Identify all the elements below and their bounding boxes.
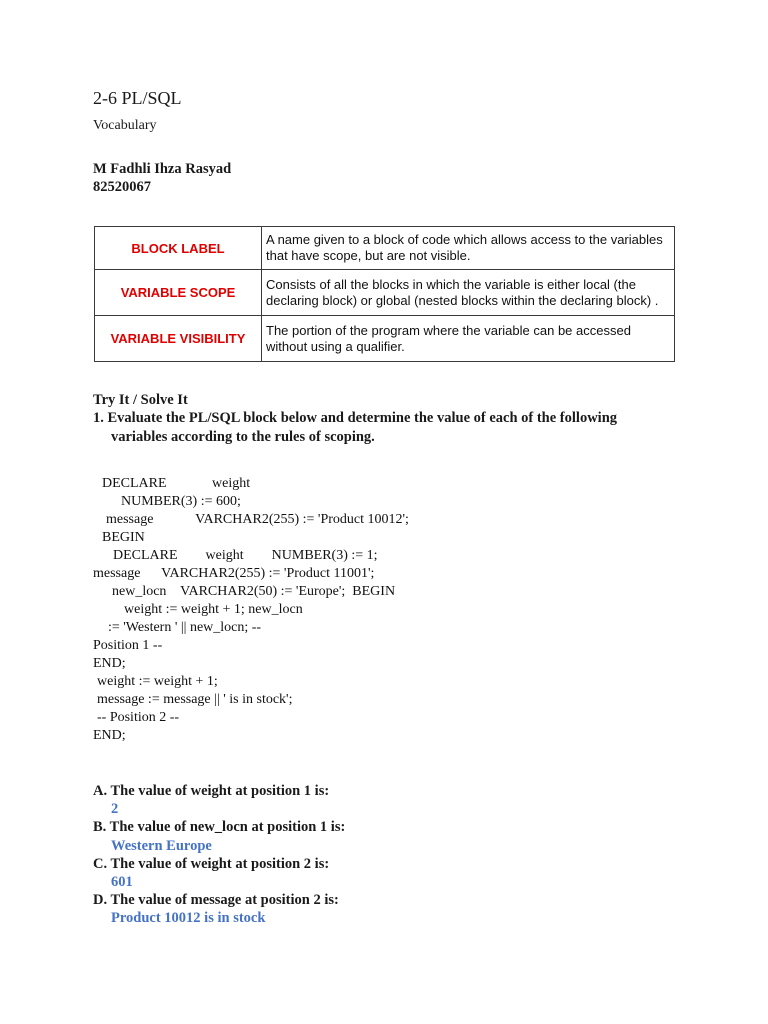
code-line: BEGIN: [102, 530, 145, 545]
code-line: message VARCHAR2(255) := 'Product 11001';: [93, 566, 375, 581]
code-line: new_locn VARCHAR2(50) := 'Europe'; BEGIN: [112, 584, 396, 599]
code-line: Position 1 --: [93, 638, 163, 653]
code-line: DECLARE weight: [102, 476, 251, 491]
code-line: END;: [93, 728, 126, 743]
answer-b: Western Europe: [111, 838, 212, 854]
term-cell: VARIABLE SCOPE: [95, 270, 262, 316]
code-line: weight := weight + 1;: [97, 674, 218, 689]
term-cell: VARIABLE VISIBILITY: [95, 316, 262, 362]
code-line: -- Position 2 --: [97, 710, 180, 725]
code-line: message VARCHAR2(255) := 'Product 10012';: [106, 512, 409, 527]
code-line: DECLARE weight NUMBER(3) := 1;: [113, 548, 378, 563]
code-line: message := message || ' is in stock';: [97, 692, 293, 707]
vocabulary-table: [94, 226, 675, 362]
code-line: END;: [93, 656, 126, 671]
answer-a: 2: [111, 801, 119, 817]
table-row: [95, 270, 675, 316]
question-line-1: 1. Evaluate the PL/SQL block below and determine the value of each of the following: [93, 410, 618, 426]
section-subtitle: Vocabulary: [93, 118, 157, 133]
question-c: C. The value of weight at position 2 is:: [93, 856, 330, 872]
definition-cell: The portion of the program where the variable can be accessed without using a qualifier.: [262, 316, 675, 362]
definition-cell: Consists of all the blocks in which the variable is either local (the declaring block) or global (nested blocks within the declaring block) .: [262, 270, 675, 316]
code-line: := 'Western ' || new_locn; --: [108, 620, 262, 635]
question-a: A. The value of weight at position 1 is:: [93, 783, 330, 799]
table-row: [95, 227, 675, 270]
definition-cell: A name given to a block of code which allows access to the variables that have scope, but are not visible.: [262, 227, 675, 270]
answer-c: 601: [111, 874, 133, 890]
table-row: [95, 316, 675, 362]
question-d: D. The value of message at position 2 is:: [93, 892, 339, 908]
student-id: 82520067: [93, 179, 151, 195]
question-b: B. The value of new_locn at position 1 is:: [93, 819, 346, 835]
answer-d: Product 10012 is in stock: [111, 910, 266, 926]
exercise-heading: Try It / Solve It: [93, 392, 188, 408]
term-cell: BLOCK LABEL: [95, 227, 262, 270]
document-title: 2-6 PL/SQL: [93, 88, 182, 108]
author-name: M Fadhli Ihza Rasyad: [93, 161, 232, 177]
code-line: NUMBER(3) := 600;: [121, 494, 241, 509]
code-line: weight := weight + 1; new_locn: [124, 602, 303, 617]
question-line-2: variables according to the rules of scoping.: [111, 429, 375, 445]
